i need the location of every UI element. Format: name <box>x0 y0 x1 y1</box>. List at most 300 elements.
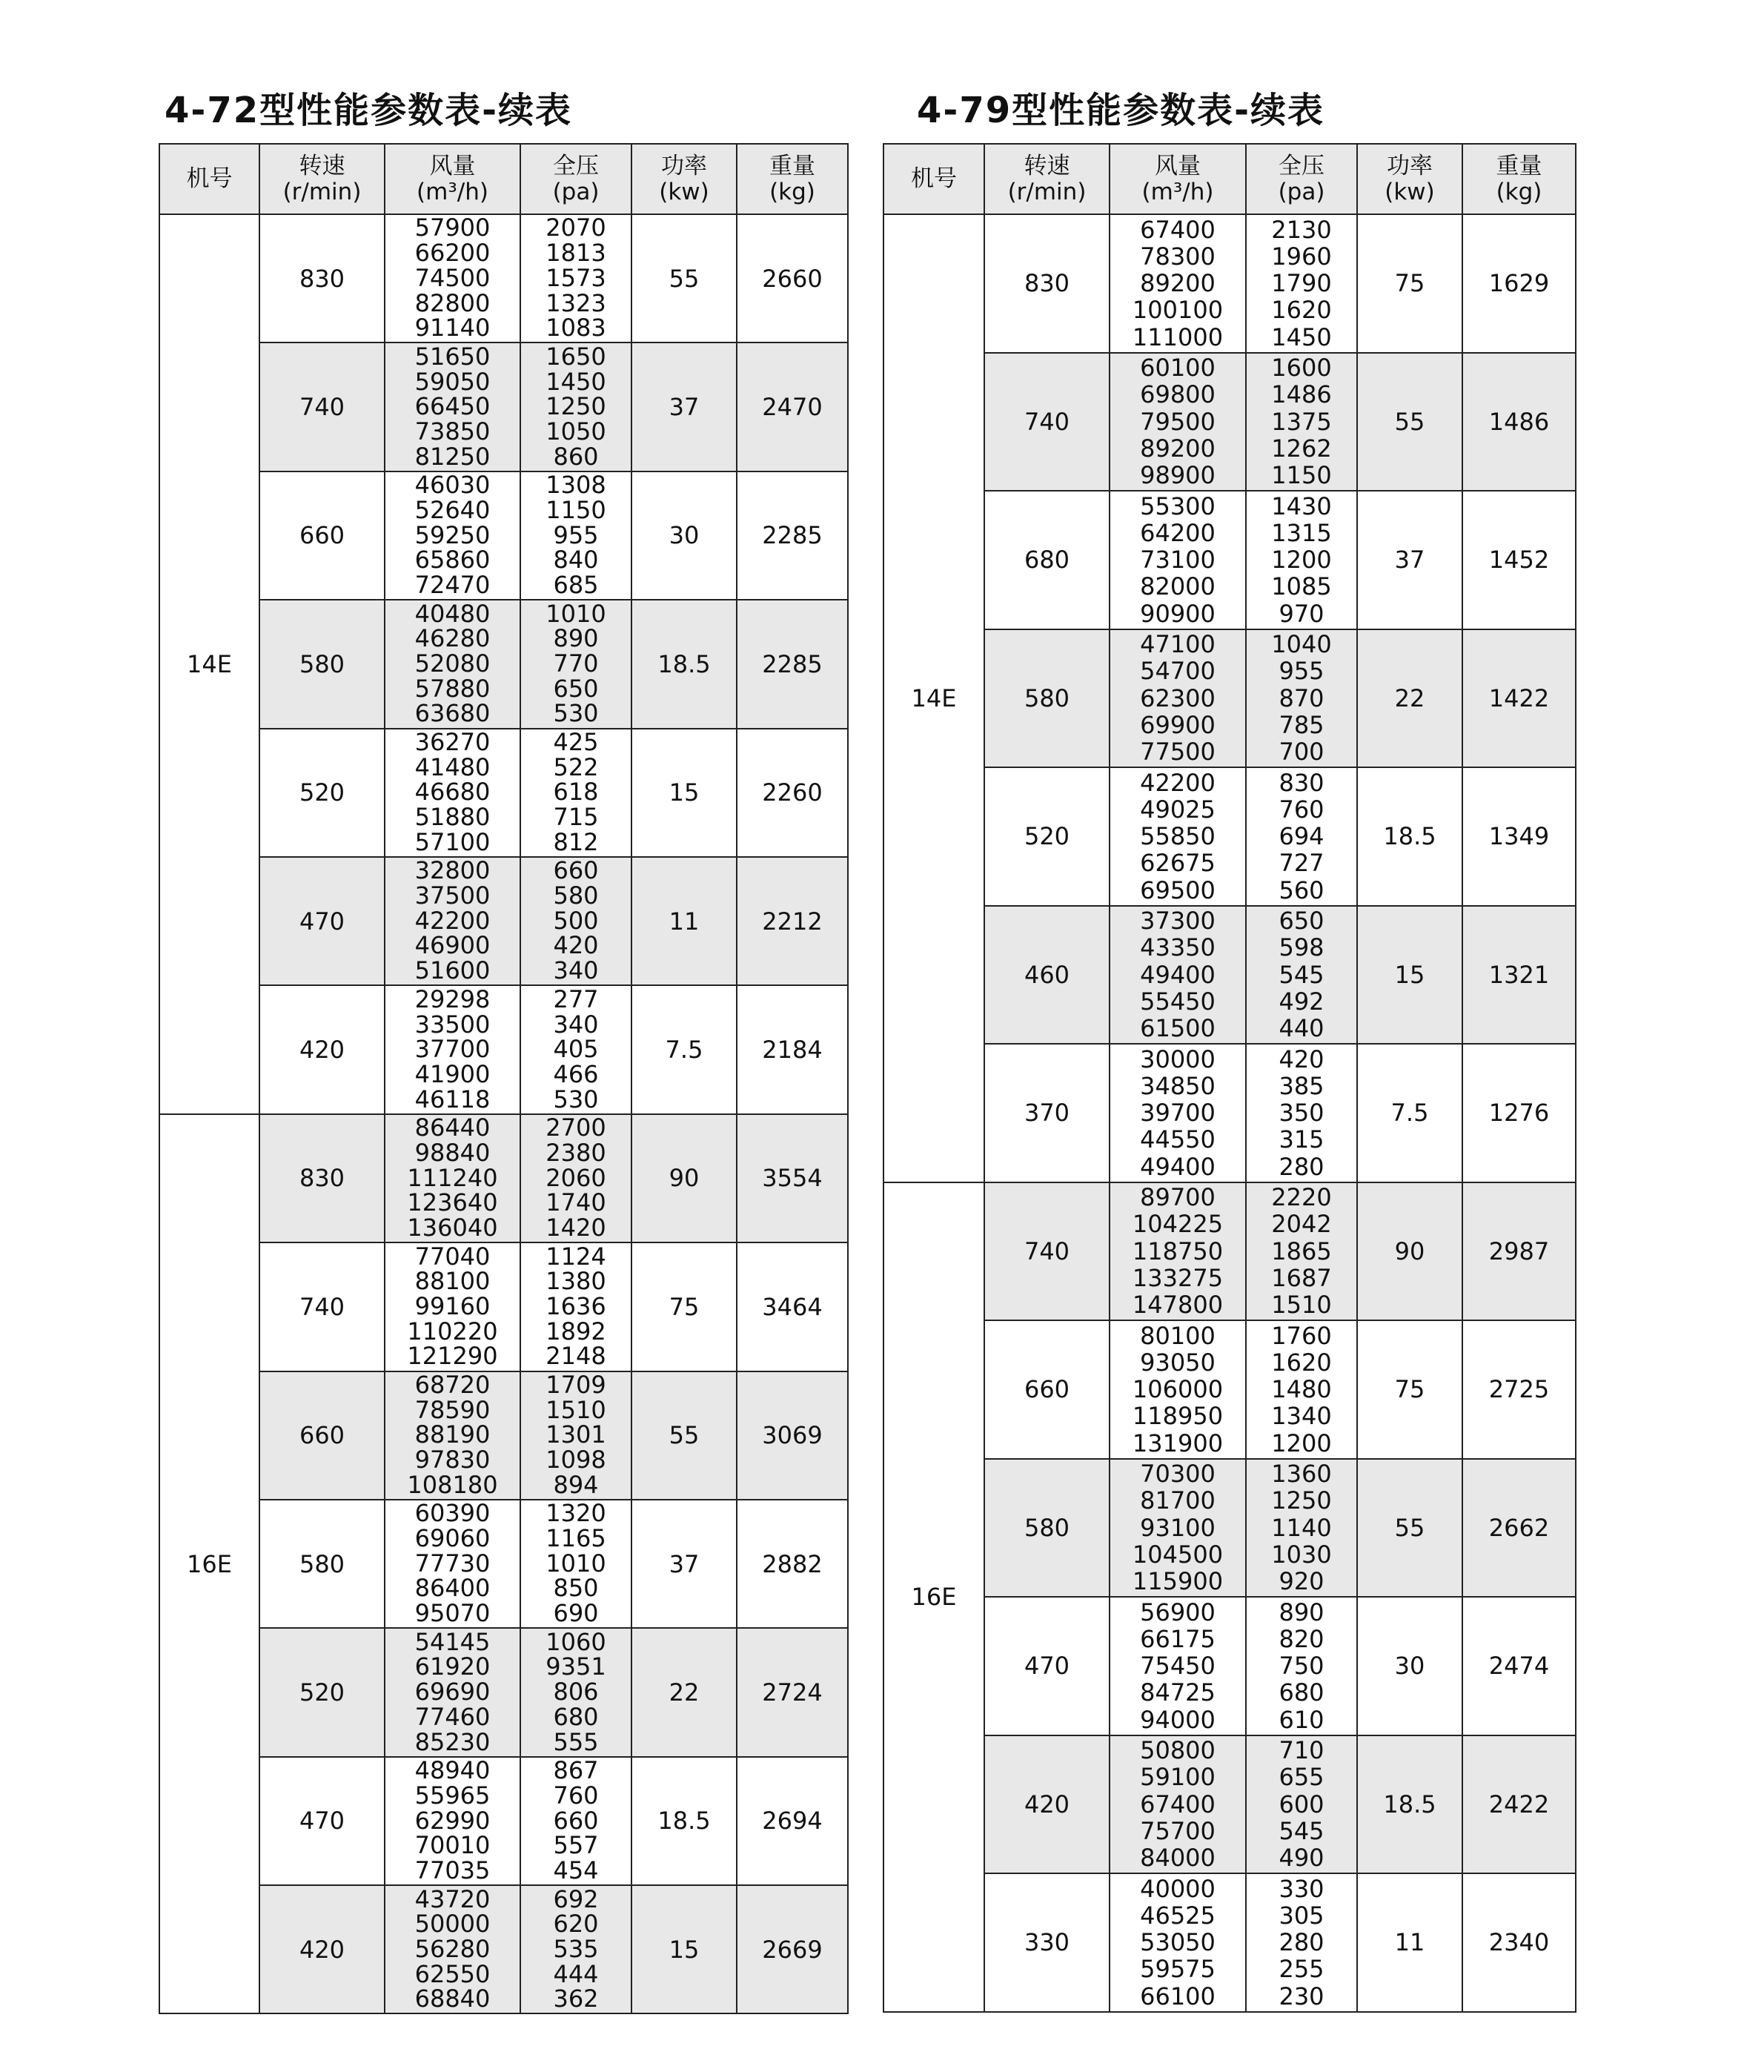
speed-cell: 680 <box>984 491 1110 629</box>
speed-cell: 470 <box>259 857 385 985</box>
header-label: 机号 <box>186 165 233 192</box>
pressure-cell <box>520 1757 631 1885</box>
flow-value: 52640 <box>414 495 491 524</box>
speed-cell: 740 <box>259 1242 385 1371</box>
pressure-value: 255 <box>1279 1955 1324 1984</box>
power-cell: 55 <box>631 214 737 342</box>
flow-value: 65860 <box>414 546 491 575</box>
power-cell: 55 <box>1357 1459 1462 1598</box>
header-label: 全压 <box>1279 152 1324 179</box>
flow-cell <box>1110 214 1246 353</box>
pressure-value: 1430 <box>1271 491 1332 520</box>
pressure-cell <box>1246 353 1357 491</box>
pressure-cell <box>520 1114 631 1242</box>
header-unit: (m³/h) <box>1141 178 1214 205</box>
flow-value: 66450 <box>414 392 491 421</box>
table-row <box>159 1757 848 1885</box>
flow-value: 55965 <box>414 1781 491 1810</box>
header-pressure <box>1246 144 1357 214</box>
pressure-cell <box>520 1628 631 1756</box>
speed-cell: 330 <box>984 1873 1110 2012</box>
pressure-value: 694 <box>1279 822 1324 851</box>
speed-cell: 580 <box>984 629 1110 768</box>
pressure-value: 425 <box>553 728 599 757</box>
pressure-value: 315 <box>1279 1125 1324 1154</box>
table-row <box>883 353 1576 491</box>
header-unit: (pa) <box>1278 178 1325 205</box>
pressure-value: 1085 <box>1271 572 1332 601</box>
flow-cell <box>1110 906 1246 1045</box>
flow-cell <box>1110 629 1246 768</box>
pressure-value: 690 <box>553 1599 599 1628</box>
flow-value: 77500 <box>1140 738 1216 767</box>
model-cell: 16E <box>159 1114 259 2014</box>
pressure-value: 2148 <box>546 1342 606 1371</box>
flow-cell <box>1110 353 1246 491</box>
table-row <box>159 1371 848 1500</box>
pressure-value: 890 <box>1279 1598 1324 1626</box>
model-cell: 16E <box>883 1182 984 2012</box>
pressure-cell <box>1246 1320 1357 1459</box>
pressure-value: 660 <box>553 1806 599 1835</box>
power-cell: 18.5 <box>631 1757 737 1885</box>
table-row <box>883 491 1576 629</box>
header-unit: (kw) <box>659 178 709 205</box>
flow-cell <box>385 1371 520 1500</box>
power-cell: 37 <box>631 342 737 471</box>
pressure-value: 1360 <box>1271 1460 1332 1488</box>
flow-cell <box>385 985 520 1113</box>
flow-value: 62990 <box>414 1806 491 1835</box>
flow-value: 69800 <box>1140 380 1216 409</box>
table-row <box>883 1459 1576 1598</box>
flow-value: 73850 <box>414 417 491 446</box>
pressure-value: 1480 <box>1271 1375 1332 1404</box>
pressure-value: 490 <box>1279 1844 1324 1873</box>
pressure-value: 600 <box>1279 1790 1324 1818</box>
pressure-value: 1960 <box>1271 242 1332 271</box>
pressure-value: 680 <box>553 1702 599 1731</box>
pressure-value: 1790 <box>1271 269 1332 298</box>
flow-value: 77035 <box>414 1856 491 1884</box>
flow-cell <box>385 471 520 600</box>
flow-value: 46525 <box>1140 1901 1216 1930</box>
pressure-value: 1050 <box>546 417 606 446</box>
weight-cell: 2725 <box>1462 1320 1576 1459</box>
pressure-value: 1200 <box>1271 546 1332 575</box>
flow-value: 56280 <box>414 1934 491 1963</box>
table-row <box>883 1044 1576 1182</box>
flow-value: 69900 <box>1140 710 1216 739</box>
pressure-value: 1060 <box>546 1627 606 1656</box>
header-power <box>1357 144 1462 214</box>
flow-value: 82000 <box>1140 572 1216 601</box>
weight-cell: 3464 <box>737 1242 848 1371</box>
speed-cell: 660 <box>259 471 385 600</box>
pressure-value: 1740 <box>546 1188 606 1217</box>
flow-value: 62550 <box>414 1959 491 1988</box>
table-row <box>159 1885 848 2013</box>
pressure-value: 1040 <box>1271 630 1332 658</box>
pressure-value: 1165 <box>546 1524 606 1553</box>
pressure-value: 1687 <box>1271 1263 1332 1292</box>
flow-value: 97830 <box>414 1446 491 1474</box>
flow-value: 69060 <box>414 1524 491 1553</box>
flow-value: 47100 <box>1140 630 1216 658</box>
weight-cell: 2662 <box>1462 1459 1576 1598</box>
pressure-value: 1620 <box>1271 1348 1332 1377</box>
speed-cell: 420 <box>259 985 385 1113</box>
speed-cell: 660 <box>984 1320 1110 1459</box>
pressure-value: 760 <box>553 1781 599 1810</box>
flow-value: 50000 <box>414 1910 491 1939</box>
header-label: 重量 <box>769 152 815 179</box>
flow-cell <box>1110 1320 1246 1459</box>
flow-cell <box>385 1628 520 1756</box>
pressure-value: 660 <box>553 856 599 885</box>
pressure-value: 820 <box>1279 1624 1324 1653</box>
weight-cell: 2285 <box>737 600 848 728</box>
flow-cell <box>385 214 520 342</box>
power-cell: 7.5 <box>631 985 737 1113</box>
pressure-value: 580 <box>553 881 599 910</box>
model-cell: 14E <box>159 214 259 1114</box>
flow-value: 50800 <box>1140 1736 1216 1764</box>
flow-cell <box>385 729 520 857</box>
pressure-value: 1375 <box>1271 407 1332 436</box>
header-flow <box>1110 144 1246 214</box>
pressure-value: 1250 <box>1271 1486 1332 1515</box>
pressure-cell <box>520 1242 631 1371</box>
weight-cell: 2474 <box>1462 1597 1576 1735</box>
table-row <box>159 1114 848 1242</box>
flow-value: 108180 <box>407 1470 498 1499</box>
header-unit: (kg) <box>769 178 815 205</box>
weight-cell: 1452 <box>1462 491 1576 629</box>
flow-value: 106000 <box>1132 1375 1224 1404</box>
flow-value: 89200 <box>1140 434 1216 463</box>
weight-cell: 3554 <box>737 1114 848 1242</box>
table-row <box>159 214 848 342</box>
flow-value: 48940 <box>414 1756 491 1785</box>
power-cell: 90 <box>1357 1182 1462 1321</box>
flow-value: 55850 <box>1140 822 1216 851</box>
speed-cell: 420 <box>259 1885 385 2013</box>
power-cell: 55 <box>1357 353 1462 491</box>
pressure-value: 955 <box>1279 657 1324 686</box>
pressure-cell <box>520 1885 631 2013</box>
table-row <box>159 857 848 985</box>
flow-value: 57900 <box>414 214 491 242</box>
flow-value: 63680 <box>414 699 491 728</box>
speed-cell: 520 <box>259 729 385 857</box>
flow-value: 70300 <box>1140 1460 1216 1488</box>
flow-value: 80100 <box>1140 1321 1216 1350</box>
pressure-value: 650 <box>1279 907 1324 935</box>
flow-value: 86400 <box>414 1574 491 1603</box>
power-cell: 75 <box>1357 214 1462 353</box>
speed-cell: 830 <box>984 214 1110 353</box>
flow-value: 60100 <box>1140 354 1216 382</box>
speed-cell: 370 <box>984 1044 1110 1182</box>
pressure-value: 1098 <box>546 1446 606 1474</box>
header-unit: (r/min) <box>1007 178 1087 205</box>
power-cell: 22 <box>1357 629 1462 768</box>
pressure-value: 454 <box>553 1856 599 1884</box>
flow-value: 37700 <box>414 1035 491 1064</box>
flow-value: 84725 <box>1140 1678 1216 1707</box>
pressure-cell <box>520 471 631 600</box>
flow-value: 77460 <box>414 1702 491 1731</box>
pressure-value: 2380 <box>546 1138 606 1167</box>
flow-value: 59050 <box>414 367 491 396</box>
speed-cell: 520 <box>259 1628 385 1756</box>
header-model <box>159 144 259 214</box>
flow-value: 62675 <box>1140 849 1216 878</box>
power-cell: 11 <box>1357 1873 1462 2012</box>
flow-value: 46030 <box>414 471 491 500</box>
flow-value: 74500 <box>414 263 491 292</box>
flow-value: 84000 <box>1140 1844 1216 1873</box>
weight-cell: 1321 <box>1462 906 1576 1045</box>
flow-value: 51600 <box>414 956 491 985</box>
power-cell: 90 <box>631 1114 737 1242</box>
flow-value: 53050 <box>1140 1928 1216 1957</box>
pressure-value: 330 <box>1279 1874 1324 1903</box>
pressure-value: 9351 <box>546 1652 606 1681</box>
pressure-value: 1510 <box>546 1395 606 1424</box>
flow-value: 46900 <box>414 931 491 960</box>
flow-cell <box>1110 1044 1246 1182</box>
flow-value: 89700 <box>1140 1183 1216 1211</box>
pressure-value: 280 <box>1279 1152 1324 1181</box>
header-unit: (kg) <box>1496 178 1542 205</box>
pressure-value: 420 <box>1279 1045 1324 1073</box>
flow-value: 95070 <box>414 1599 491 1628</box>
pressure-value: 850 <box>553 1574 599 1603</box>
pressure-value: 890 <box>553 624 599 653</box>
table-row <box>883 767 1576 906</box>
pressure-value: 350 <box>1279 1099 1324 1128</box>
pressure-value: 1760 <box>1271 1321 1332 1350</box>
table-row <box>159 729 848 857</box>
pressure-value: 806 <box>553 1678 599 1707</box>
flow-value: 73100 <box>1140 546 1216 575</box>
power-cell: 75 <box>631 1242 737 1371</box>
header-label: 转速 <box>1024 152 1070 179</box>
header-label: 全压 <box>553 152 599 179</box>
flow-value: 104500 <box>1132 1540 1224 1569</box>
header-unit: (kw) <box>1385 178 1435 205</box>
weight-cell: 2660 <box>737 214 848 342</box>
flow-value: 51650 <box>414 342 491 371</box>
power-cell: 22 <box>631 1628 737 1756</box>
speed-cell: 740 <box>984 1182 1110 1321</box>
pressure-value: 650 <box>553 674 599 703</box>
pressure-value: 522 <box>553 752 599 781</box>
flow-value: 123640 <box>407 1188 498 1217</box>
flow-cell <box>385 600 520 728</box>
header-model <box>883 144 984 214</box>
speed-cell: 470 <box>984 1597 1110 1735</box>
pressure-value: 867 <box>553 1756 599 1785</box>
pressure-cell <box>520 857 631 985</box>
flow-value: 59575 <box>1140 1955 1216 1984</box>
table-row <box>159 1500 848 1628</box>
flow-value: 85230 <box>414 1727 491 1756</box>
flow-value: 115900 <box>1132 1567 1224 1596</box>
header-label: 重量 <box>1496 152 1542 179</box>
power-cell: 30 <box>631 471 737 600</box>
flow-value: 111240 <box>407 1163 498 1192</box>
pressure-value: 340 <box>553 956 599 985</box>
flow-value: 110220 <box>407 1317 498 1346</box>
flow-value: 40000 <box>1140 1874 1216 1903</box>
pressure-value: 1320 <box>546 1499 606 1528</box>
flow-cell <box>1110 1597 1246 1735</box>
performance-table-4-79 <box>883 143 1576 2013</box>
pressure-value: 1813 <box>546 239 606 268</box>
flow-value: 55300 <box>1140 491 1216 520</box>
flow-value: 64200 <box>1140 518 1216 547</box>
pressure-value: 420 <box>553 931 599 960</box>
flow-cell <box>1110 491 1246 629</box>
pressure-cell <box>1246 1182 1357 1321</box>
pressure-value: 1380 <box>546 1267 606 1296</box>
speed-cell: 740 <box>259 342 385 471</box>
flow-value: 56900 <box>1140 1598 1216 1626</box>
pressure-value: 1892 <box>546 1317 606 1346</box>
flow-value: 79500 <box>1140 407 1216 436</box>
power-cell: 30 <box>1357 1597 1462 1735</box>
flow-value: 39700 <box>1140 1099 1216 1128</box>
flow-cell <box>1110 1459 1246 1598</box>
weight-cell: 2987 <box>1462 1182 1576 1321</box>
flow-value: 43350 <box>1140 933 1216 962</box>
flow-value: 94000 <box>1140 1705 1216 1734</box>
flow-value: 66100 <box>1140 1982 1216 2010</box>
pressure-cell <box>1246 1597 1357 1735</box>
pressure-cell <box>520 214 631 342</box>
flow-cell <box>1110 1873 1246 2012</box>
speed-cell: 420 <box>984 1735 1110 1874</box>
header-unit: (pa) <box>552 178 600 205</box>
pressure-value: 362 <box>553 1985 599 2013</box>
pressure-value: 760 <box>1279 795 1324 824</box>
flow-value: 121290 <box>407 1342 498 1371</box>
flow-value: 88100 <box>414 1267 491 1296</box>
flow-value: 41900 <box>414 1059 491 1088</box>
flow-cell <box>1110 1182 1246 1321</box>
flow-value: 67400 <box>1140 1790 1216 1818</box>
flow-value: 61920 <box>414 1652 491 1681</box>
speed-cell: 580 <box>259 600 385 728</box>
pressure-value: 1450 <box>1271 322 1332 351</box>
pressure-cell <box>1246 1735 1357 1874</box>
pressure-value: 598 <box>1279 933 1324 962</box>
pressure-value: 1301 <box>546 1420 606 1449</box>
pressure-value: 770 <box>553 649 599 678</box>
pressure-cell <box>1246 1044 1357 1182</box>
flow-value: 54145 <box>414 1627 491 1656</box>
flow-value: 62300 <box>1140 684 1216 712</box>
flow-value: 75450 <box>1140 1652 1216 1681</box>
flow-value: 77040 <box>414 1242 491 1271</box>
weight-cell: 1629 <box>1462 214 1576 353</box>
flow-value: 99160 <box>414 1291 491 1320</box>
header-label: 机号 <box>911 165 957 192</box>
weight-cell: 2694 <box>737 1757 848 1885</box>
flow-value: 88190 <box>414 1420 491 1449</box>
header-unit: (r/min) <box>282 178 362 205</box>
pressure-value: 1340 <box>1271 1402 1332 1431</box>
pressure-value: 840 <box>553 546 599 575</box>
flow-cell <box>1110 767 1246 906</box>
flow-value: 34850 <box>1140 1071 1216 1100</box>
pressure-value: 1010 <box>546 599 606 628</box>
flow-value: 100100 <box>1132 296 1224 325</box>
power-cell: 18.5 <box>1357 1735 1462 1874</box>
pressure-value: 750 <box>1279 1652 1324 1681</box>
pressure-value: 812 <box>553 827 599 856</box>
pressure-cell <box>520 985 631 1113</box>
pressure-value: 545 <box>1279 960 1324 989</box>
power-cell: 18.5 <box>631 600 737 728</box>
pressure-value: 1315 <box>1271 518 1332 547</box>
pressure-value: 530 <box>553 1085 599 1113</box>
pressure-value: 340 <box>553 1010 599 1039</box>
pressure-cell <box>1246 629 1357 768</box>
pressure-cell <box>1246 491 1357 629</box>
flow-value: 69500 <box>1140 876 1216 904</box>
flow-value: 104225 <box>1132 1210 1224 1239</box>
speed-cell: 580 <box>259 1500 385 1628</box>
pressure-value: 230 <box>1279 1982 1324 2010</box>
pressure-value: 2130 <box>1271 215 1332 244</box>
flow-value: 42200 <box>414 906 491 935</box>
weight-cell: 2260 <box>737 729 848 857</box>
flow-value: 36270 <box>414 728 491 757</box>
flow-value: 89200 <box>1140 269 1216 298</box>
speed-cell: 460 <box>984 906 1110 1045</box>
flow-value: 37500 <box>414 881 491 910</box>
header-power <box>631 144 737 214</box>
pressure-value: 1636 <box>546 1291 606 1320</box>
speed-cell: 740 <box>984 353 1110 491</box>
pressure-value: 2220 <box>1271 1183 1332 1211</box>
flow-value: 55450 <box>1140 987 1216 1016</box>
flow-value: 49025 <box>1140 795 1216 824</box>
header-speed <box>984 144 1110 214</box>
power-cell: 37 <box>631 1500 737 1628</box>
flow-value: 66175 <box>1140 1624 1216 1653</box>
pressure-value: 1510 <box>1271 1291 1332 1320</box>
flow-value: 91140 <box>414 314 491 342</box>
pressure-value: 2060 <box>546 1163 606 1192</box>
flow-value: 131900 <box>1132 1429 1224 1457</box>
flow-value: 68720 <box>414 1370 491 1399</box>
pressure-value: 466 <box>553 1059 599 1088</box>
flow-value: 57880 <box>414 674 491 703</box>
pressure-value: 305 <box>1279 1901 1324 1930</box>
flow-value: 29298 <box>414 984 491 1013</box>
pressure-value: 692 <box>553 1884 599 1913</box>
flow-value: 118750 <box>1132 1237 1224 1265</box>
flow-value: 98900 <box>1140 461 1216 490</box>
pressure-value: 680 <box>1279 1678 1324 1707</box>
flow-value: 133275 <box>1132 1263 1224 1292</box>
performance-table-4-72 <box>159 143 849 2014</box>
